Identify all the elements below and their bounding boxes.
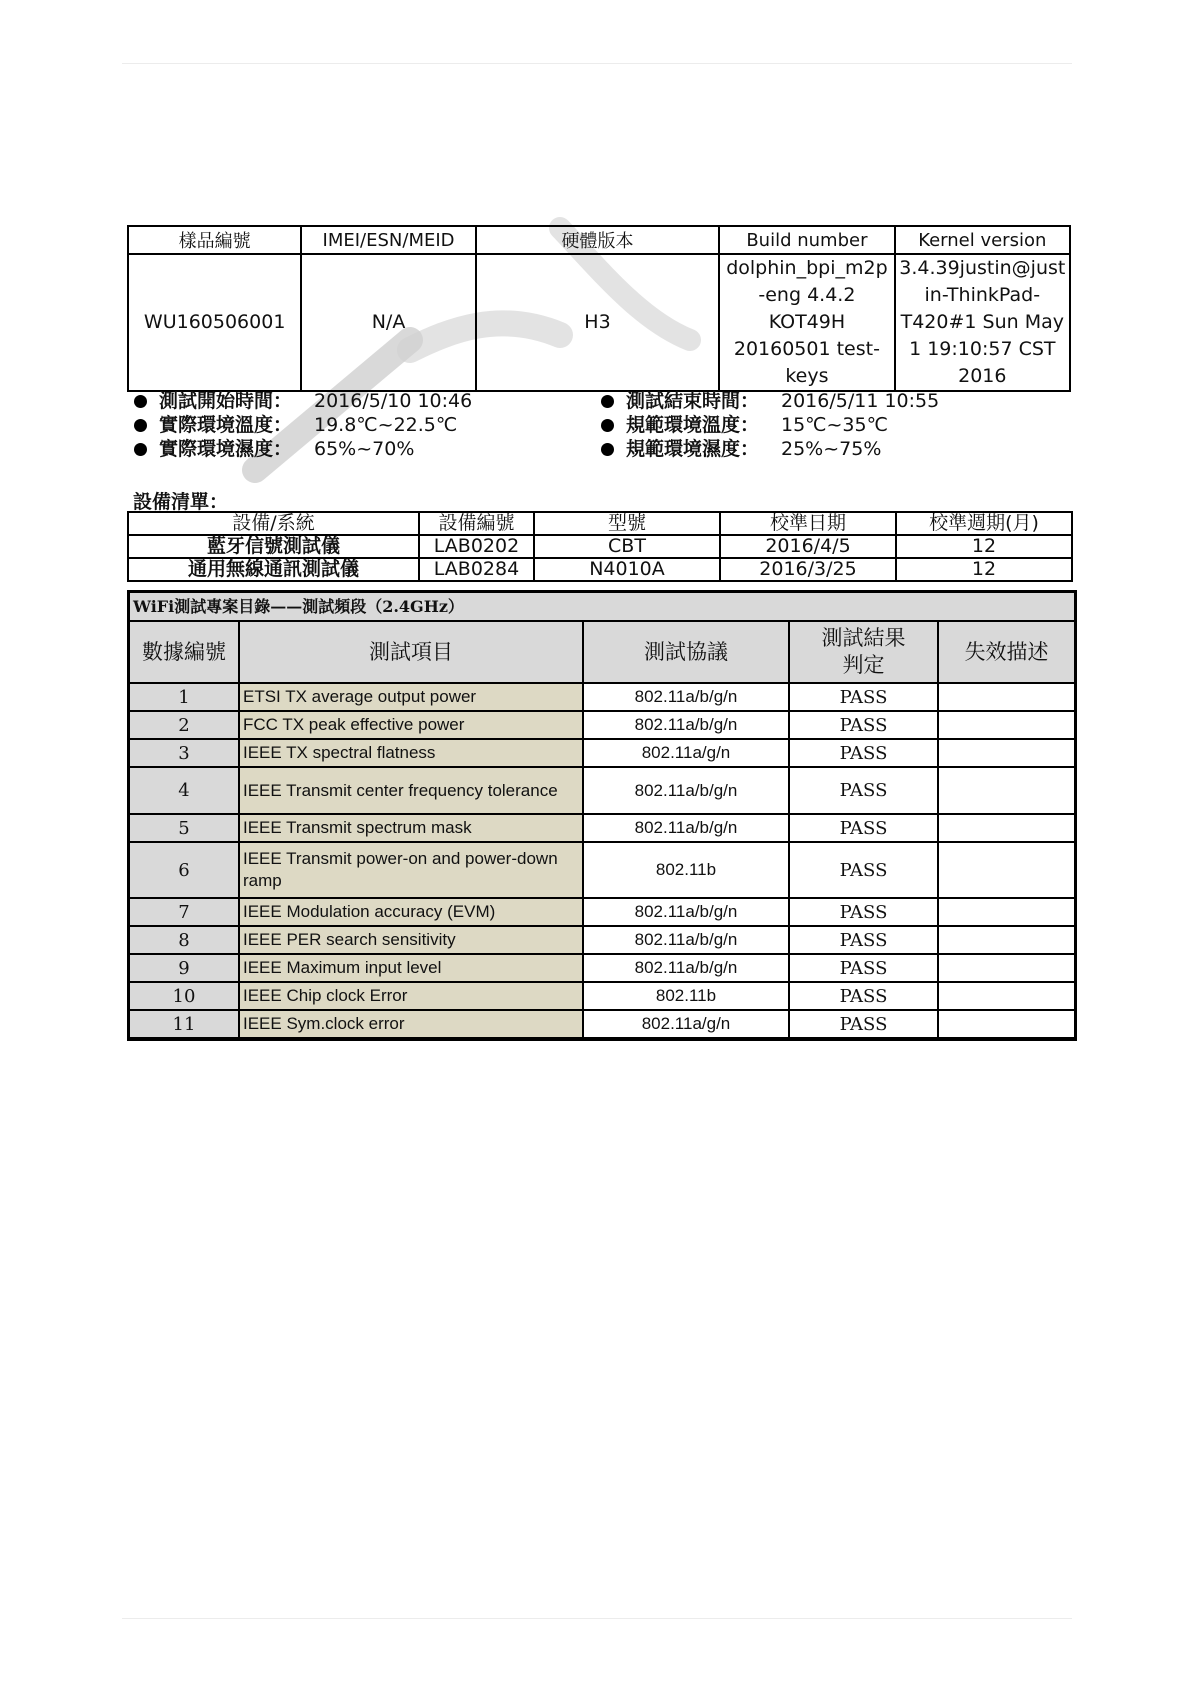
spec-temp-label: 規範環境溫度： (626, 414, 760, 436)
spec-humidity-value: 25%~75% (781, 438, 882, 460)
failure-description (938, 739, 1074, 767)
table-row (130, 1010, 1074, 1037)
equipment-table (127, 511, 1073, 582)
wifi-caption: WiFi測試專案目錄——測試頻段（2.4GHz） (130, 593, 1074, 622)
equip-header: 校準日期 (720, 512, 896, 535)
failure-description (938, 711, 1074, 739)
test-result: PASS (789, 814, 938, 842)
wifi-table-grid (130, 622, 1074, 1037)
bullet-icon (134, 419, 147, 432)
row-number: 1 (130, 683, 239, 711)
equip-name: 通用無線通訊測試儀 (128, 558, 419, 581)
table-row (130, 814, 1074, 842)
test-item: IEEE Transmit spectrum mask (239, 814, 583, 842)
kernel-version-value: 3.4.39justin@just in-ThinkPad-T420#1 Sun May 1 19:10:57 CST 2016 (895, 254, 1070, 391)
bullet-icon (134, 395, 147, 408)
test-item: ETSI TX average output power (239, 683, 583, 711)
actual-temp-value: 19.8℃~22.5℃ (314, 414, 458, 436)
test-item: IEEE Modulation accuracy (EVM) (239, 898, 583, 926)
test-item: IEEE Transmit power-on and power-down ramp (239, 842, 583, 898)
test-result: PASS (789, 683, 938, 711)
col-header-kernel: Kernel version (895, 226, 1070, 254)
failure-description (938, 926, 1074, 954)
bullet-icon (601, 395, 614, 408)
spec-humidity-label: 規範環境濕度： (626, 438, 760, 460)
equip-cal-period: 12 (896, 535, 1072, 558)
test-protocol: 802.11a/b/g/n (583, 711, 789, 739)
test-result: PASS (789, 954, 938, 982)
end-time-value: 2016/5/11 10:55 (781, 390, 940, 412)
failure-description (938, 1010, 1074, 1037)
test-result: PASS (789, 739, 938, 767)
test-protocol: 802.11b (583, 982, 789, 1010)
equip-cal-date: 2016/3/25 (720, 558, 896, 581)
equip-id: LAB0202 (419, 535, 534, 558)
test-protocol: 802.11a/b/g/n (583, 683, 789, 711)
start-time-label: 測試開始時間： (159, 390, 293, 412)
imei-value: N/A (301, 254, 475, 391)
actual-temp-label: 實際環境溫度： (159, 414, 293, 436)
table-row (130, 954, 1074, 982)
test-protocol: 802.11a/b/g/n (583, 767, 789, 814)
spec-conditions (601, 389, 939, 461)
row-number: 8 (130, 926, 239, 954)
wifi-test-table (127, 590, 1077, 1041)
table-row (130, 739, 1074, 767)
test-protocol: 802.11a/g/n (583, 739, 789, 767)
table-row (130, 982, 1074, 1010)
test-item: IEEE PER search sensitivity (239, 926, 583, 954)
equip-header: 校準週期(月) (896, 512, 1072, 535)
table-row (128, 535, 1072, 558)
row-number: 9 (130, 954, 239, 982)
hardware-version-value: H3 (476, 254, 720, 391)
failure-description (938, 683, 1074, 711)
end-time-label: 測試結束時間： (626, 390, 760, 412)
wifi-header-result: 測試結果判定 (789, 622, 938, 683)
test-item: IEEE TX spectral flatness (239, 739, 583, 767)
test-result: PASS (789, 842, 938, 898)
wifi-header-failure: 失效描述 (938, 622, 1074, 683)
bullet-icon (601, 443, 614, 456)
test-protocol: 802.11a/b/g/n (583, 814, 789, 842)
test-result: PASS (789, 767, 938, 814)
wifi-header-protocol: 測試協議 (583, 622, 789, 683)
failure-description (938, 982, 1074, 1010)
row-number: 10 (130, 982, 239, 1010)
test-result: PASS (789, 1010, 938, 1037)
equip-cal-period: 12 (896, 558, 1072, 581)
sample-info-table (127, 225, 1071, 392)
bottom-divider (122, 1618, 1072, 1619)
actual-conditions (134, 389, 472, 461)
equip-header: 設備編號 (419, 512, 534, 535)
row-number: 2 (130, 711, 239, 739)
table-row (130, 926, 1074, 954)
failure-description (938, 898, 1074, 926)
wifi-header-number: 數據編號 (130, 622, 239, 683)
equip-header: 設備/系統 (128, 512, 419, 535)
equip-model: N4010A (534, 558, 720, 581)
row-number: 6 (130, 842, 239, 898)
table-row (130, 767, 1074, 814)
failure-description (938, 814, 1074, 842)
row-number: 5 (130, 814, 239, 842)
table-row (130, 842, 1074, 898)
failure-description (938, 767, 1074, 814)
equip-id: LAB0284 (419, 558, 534, 581)
table-row (130, 898, 1074, 926)
equip-cal-date: 2016/4/5 (720, 535, 896, 558)
row-number: 3 (130, 739, 239, 767)
equip-header: 型號 (534, 512, 720, 535)
test-item: FCC TX peak effective power (239, 711, 583, 739)
row-number: 4 (130, 767, 239, 814)
test-item: IEEE Chip clock Error (239, 982, 583, 1010)
test-result: PASS (789, 898, 938, 926)
equip-name: 藍牙信號測試儀 (128, 535, 419, 558)
wifi-header-item: 測試項目 (239, 622, 583, 683)
bullet-icon (601, 419, 614, 432)
equipment-title: 設備清單： (133, 491, 229, 513)
equip-model: CBT (534, 535, 720, 558)
test-protocol: 802.11b (583, 842, 789, 898)
table-row (130, 683, 1074, 711)
test-result: PASS (789, 926, 938, 954)
row-number: 11 (130, 1010, 239, 1037)
actual-humidity-value: 65%~70% (314, 438, 415, 460)
start-time-value: 2016/5/10 10:46 (314, 390, 473, 412)
test-result: PASS (789, 982, 938, 1010)
test-item: IEEE Maximum input level (239, 954, 583, 982)
test-protocol: 802.11a/b/g/n (583, 954, 789, 982)
test-protocol: 802.11a/g/n (583, 1010, 789, 1037)
test-result: PASS (789, 711, 938, 739)
sample-id-value: WU160506001 (128, 254, 301, 391)
top-divider (122, 63, 1072, 64)
failure-description (938, 842, 1074, 898)
failure-description (938, 954, 1074, 982)
table-row (130, 711, 1074, 739)
actual-humidity-label: 實際環境濕度： (159, 438, 293, 460)
build-number-value: dolphin_bpi_m2p -eng 4.4.2 KOT49H 20160501 test-keys (719, 254, 894, 391)
col-header-imei: IMEI/ESN/MEID (301, 226, 475, 254)
row-number: 7 (130, 898, 239, 926)
spec-temp-value: 15℃~35℃ (781, 414, 888, 436)
col-header-hardware: 硬體版本 (476, 226, 720, 254)
test-protocol: 802.11a/b/g/n (583, 926, 789, 954)
bullet-icon (134, 443, 147, 456)
test-item: IEEE Transmit center frequency tolerance (239, 767, 583, 814)
test-item: IEEE Sym.clock error (239, 1010, 583, 1037)
table-row (128, 558, 1072, 581)
col-header-sample-id: 樣品編號 (128, 226, 301, 254)
col-header-build: Build number (719, 226, 894, 254)
test-protocol: 802.11a/b/g/n (583, 898, 789, 926)
